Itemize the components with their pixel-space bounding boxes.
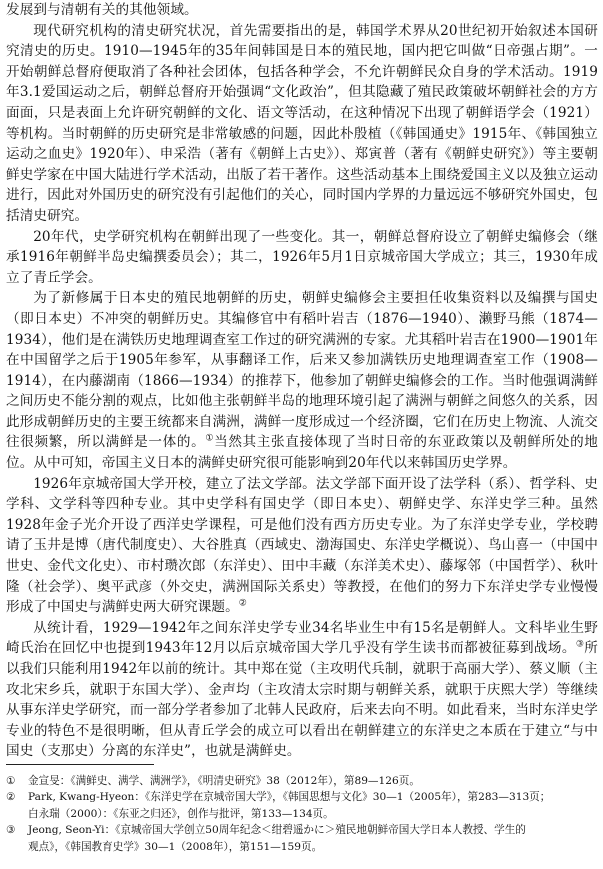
document-page [6,0,598,762]
footnote-ref-3[interactable]: ③ [575,639,585,650]
paragraph-3-text: 20年代，史学研究机构在朝鲜出现了一些变化。其一，朝鲜总督府设立了朝鲜史编修会（继承1916年朝鲜半岛史编撰委员会）；其二，1926年5月1日京城帝国大学成立；其三，1930年成立了青丘学会。 [6,228,598,286]
footnote-2-text [28,789,596,822]
paragraph-2 [6,21,598,227]
footnote-3 [6,822,596,855]
footnote-3-mark: ③ [6,824,16,837]
paragraph-6-text: 从统计看，1929—1942年之间东洋史学专业34名毕业生中有15名是朝鲜人。文科毕业生野崎氏治在回忆中也提到1943年12月以后京城帝国大学几乎没有学生读书而都被征募到战场。 [6,619,598,657]
footnote-divider [6,764,154,765]
footnote-1 [6,773,596,789]
paragraph-4 [6,288,598,473]
footnote-1-line-1: 金宣旻：《满鲜史、满学、满洲学》，《明清史研究》38（2012年），第89—126页。 [28,775,420,787]
footnote-ref-1[interactable]: ① [205,433,215,444]
footnote-3-line-2: 观点》，《韩国教育史学》30—1（2008年），第151—159页。 [28,840,323,853]
paragraph-2-text: 现代研究机构的清史研究状况，首先需要指出的是，韩国学术界从20世纪初开始叙述本国研究清史的历史。1910—1945年的35年间韩国是日本的殖民地，国内把它叫做“日帝强占期”。一开始朝鲜总督府便取消了各种社会团体，包括各种学会，不允许朝鲜民众自身的学术活动。1919年3.1爱国运动之后，朝鲜总督府开始强调“文化政治”，但其隐藏了殖民政策破坏朝鲜社会的方方面面，只是表面上允许研究朝鲜的文化、语文等活动，在这种情况下出现了朝鲜语学会（1921）等机构。当时朝鲜的历史研究是非常敏感的问题，因此朴殷植（《韩国通史》1915年、《韩国独立运动之血史》1920年）、申采浩（著有《朝鲜上古史》）、郑寅普（著有《朝鲜史研究》）等主要朝鲜史学家在中国大陆进行学术活动，出版了若干著作。这些活动基本上围绕爱国主义以及独立运动进行，因此对外国历史的研究没有引起他们的关心，同时国内学界的力量远远不够研究外国史，包括清史研究。 [6,22,598,224]
footnote-ref-2[interactable]: ② [238,598,247,609]
paragraph-5-text: 1926年京城帝国大学开校，建立了法文学部。法文学部下面开设了法学科（系）、哲学科、史学科、文学科等四种专业。其中史学科有国史学（即日本史）、朝鲜史学、东洋史学三种。虽然1928年金子光介开设了西洋史学课程，可是他们没有西方历史专业。为了东洋史学专业，学校聘请了玉井是博（唐代制度史）、大谷胜真（西域史、渤海国史、东洋史学概说）、鸟山喜一（中国中世史、金代文化史）、市村瓒次郎（东洋史）、田中丰藏（东洋美术史）、藤塚邻（中国哲学）、秋叶隆（社会学）、奥平武彦（外交史，满洲国际关系史）等教授，在他们的努力下东洋史学专业慢慢形成了中国史与满鲜史两大研究课题。 [6,475,598,616]
paragraph-6-tail: 所以我们只能利用1942年以前的统计。其中郑在觉（主攻明代兵制，就职于高丽大学）、蔡义顺（主攻北宋乡兵，就职于东国大学）、金声均（主攻清太宗时期与朝鲜关系，就职于庆熙大学）等继续从事东洋史学研究，而一部分学者参加了北韩人民政府，后来去向不明。如此看来，当时东洋史学专业的特色不是很明晰，但从青丘学会的成立可以看出在朝鲜建立的东洋史之本质在于建立“与中国史（支那史）分离的东洋史”，也就是满鲜史。 [6,640,598,760]
footnote-1-mark: ① [6,775,16,787]
footnote-2-mark: ② [6,791,16,804]
footnote-3-line-1: Jeong, Seon-Yi：《京城帝国大学创立50周年纪念＜绀碧遥かに＞殖民地朝鲜帝国大学日本人教授、学生的 [28,824,526,837]
paragraph-3 [6,227,598,289]
paragraph-1-text: 发展到与清朝有关的其他领域。 [6,2,198,18]
paragraph-4-text: 为了新修属于日本史的殖民地朝鲜的历史，朝鲜史编修会主要担任收集资料以及编撰与国史（即日本史）不冲突的朝鲜历史。其编修官中有稻叶岩吉（1876—1940）、濑野马熊（1874—1934），他们是在满铁历史地理调查室工作过的研究满洲的专家。尤其稻叶岩吉在1900—1901年在中国留学之后于1905年参军，从事翻译工作，后来又参加满铁历史地理调查室工作（1908—1914），在内藤湖南（1866—1934）的推荐下，他参加了朝鲜史编修会的工作。当时他强调满鲜之间历史不能分割的观点，比如他主张朝鲜半岛的地理环境引起了满洲与朝鲜之间悠久的关系，因此形成朝鲜历史的主要王统都来自满洲，满鲜一度形成过一个经济圈，它们在历史上物流、人流交往很频繁，所以满鲜是一体的。 [6,290,598,451]
footnote-2-line-2: 白永瑞（2000）：《东亚之归还》，创作与批评，第133—134页。 [28,807,334,820]
body-text [6,0,598,762]
footnote-1-text [28,773,596,789]
paragraph-5 [6,474,598,618]
paragraph-6 [6,618,598,762]
paragraph-4-tail: 当然其主张直接体现了当时日帝的东亚政策以及朝鲜所处的地位。从中可知，帝国主义日本的满鲜史研究很可能影响到20年代以来韩国历史学界。 [6,434,598,472]
paragraph-1 [6,0,598,21]
footnotes [6,773,596,855]
footnote-2 [6,789,596,822]
footnote-3-text [28,822,596,855]
footnote-2-line-1: Park, Kwang-Hyeon：《东洋史学在京城帝国大学》，《韩国思想与文化》30—1（2005年），第283—313页； [28,791,551,804]
